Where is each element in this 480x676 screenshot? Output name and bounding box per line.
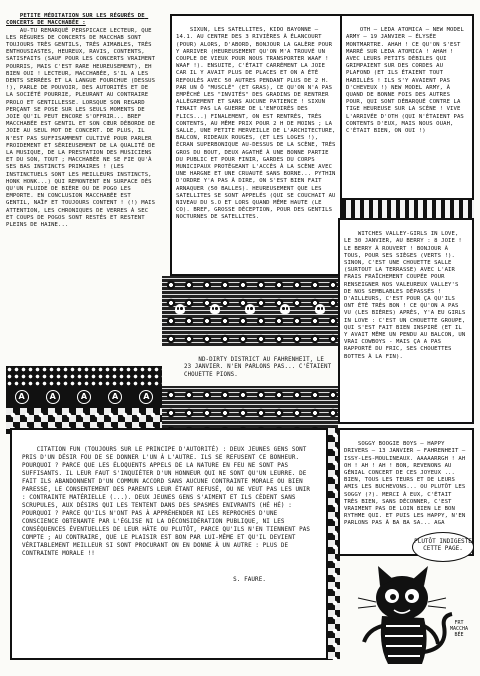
decorative-stripe-pattern (342, 200, 474, 218)
bubble-text: PLUTÔT INDIGESTE CETTE PAGE. (414, 538, 472, 552)
nd-dirty-district-caption (184, 350, 334, 384)
valley-girls-review (338, 218, 474, 424)
skull-icon (245, 304, 255, 314)
skull-icon (315, 304, 325, 314)
sixun-satellites-review (170, 14, 342, 276)
anarchy-symbol-strip (6, 386, 162, 408)
skull-icon (210, 304, 220, 314)
citation-fun-block (10, 428, 328, 660)
decorative-gear-pattern (162, 276, 338, 346)
valley-girls-text: WITCHES VALLEY-GIRLS IN LOVE, LE 30 JANVIER, AU BERRY : 8 JOIE ! LE BERRY À ROUVERT ! BONJOUR À TOUS, POUR SES SIÈGES (VERTS !). SINON, C'EST UNE CHOUETTE SALLE (SURTOUT LA TERRASSE) AVEC L'AIR FRAIS FRAÎCHEMENT COUPÉE POUR RENSEIGNER NOS VALEUREUX VALLEY'S DE NOS SEMBLABLES DÉPASSÉS ! D'AILLEURS, C'EST POUR ÇA QU'ILS ONT ÉTÉ TRÈS BON ! CE QU'ON A PAS VU (LES BIÈRES) APRÈS, Y'A EU GIRLS IN LOVE : C'EST UN CHOUETTE GROUPE, QUI S'EST FAIT BIEN INSPIRÉ (ET IL Y AVAIT MÊME UN PENDU AU BALCON, UN VRAI COWBOYS - MAIS ÇA A PAS RAPPORTÉ DU FRIC, SES CHOUETTES BOTTES À LA FIN). (344, 231, 469, 360)
cat-speech-bubble (412, 532, 474, 562)
sixun-review-text: SIXUN, LES SATELLITES, KIDO BAYONNE — 14.1. AU CENTRE DES 3 RIVIÈRES À ÉLANCOURT (POUR) ALORS, D'ABORD, BONJOUR LA GALÈRE POUR Y ARRIVER (HEUREUSEMENT QU'ON M'A TROUVÉ UN COUPLE DE VIEUX POUR NOUS TRANSPORTER WAAF ! WAAF !). ENSUITE, C'ÉTAIT CARRÉMENT LA JOIE CAR IL Y AVAIT PLUS DE PLACES ET ON A ÉTÉ REFOULÉS AVEC 50 AUTRES PENDANT PLUS DE 2 H. PAR UN Ô "MUSCLÉ" (ET GRAS), CE QU'ON N'A PAS EMPÊCHÉ LES "INVITÉS" DES GRADINS DE RENTRER ALLÈGREMENT ET SANS AUCUNE PATIENCE ! SIXUN TENAIT PAS LA GUERRE DE L'ENFOIRÉS DES FLICS...) FINALEMENT, ON EST RENTRÉS, TRÈS CONTENTS, AU MÊME PRIX POUR 2 H DE MOINS ; LA SALLE, UNE PETITE MERVEILLE DE L'ARCHITECTURE, BALCON, RIDEAUX ROUGES, (ET LES LOGES !), ÉCRAN SUPERBONIQUE AU-DESSUS DE LA SCÈNE, TRÈS GROS DU BOUT, DEUX AGATHÉ À UNE BONNE PARTIE DU PUBLIC ET POUR FINIR, GARDES DU CORPS MUNICIPAUX PROTÉGEANT L'ACCÈS À LA SCÈNE AVEC UNE HARGNE ET UNE CRUAUTÉ SANS BORNE... PYTHIN D'ORDRE Y'A PAS À DIRE, ON S'EST BIEN FAIT ARNAQUER (50 BALLES). HEUREUSEMENT QUE LES SATELLITES SE SONT APPELÉS (QUI SE COUCHAIT AU NIVEAU DU S.O ET LORS QUAND MÊME HAUTE (LE CO). BREF, GROSSE DÉCEPTION, POUR DES GENTILS NOCTURNES DE SATELLITES. (176, 27, 339, 221)
anarchy-icon: A (46, 390, 60, 404)
anarchy-icon: A (108, 390, 122, 404)
review-meditation-block (6, 6, 158, 366)
anarchy-icon: A (15, 390, 29, 404)
artist-signature (444, 620, 474, 660)
decorative-dot-pattern (6, 366, 162, 386)
skull-icon (175, 304, 185, 314)
meditation-title: PETITE MÉDITATION SUR LES RÉGURÉS DE CONCERTS DE MACCHABÉE : (6, 13, 149, 27)
citation-text: CITATION FUN (TOUJOURS SUR LE PRINCIPE D'AUTORITÉ) : DEUX JEUNES GENS SONT PRIS D'UN DÉSIR FOU DE SE DONNER L'UN À L'AUTRE. ILS SE REFUSENT CE BONHEUR. POURQUOI ? PARCE QUE LES ÉLOQUENTS APPELS DE LA NATURE EN FEU NE SONT PAS SUFFISANTS. IL LEUR FAUT S'INQUIÉTER D'UN HONNEUR QUI NE SONT QU'UN LEURRE. DE FAIT ILS ABANDONNENT D'UN COMMUN ACCORD SANS AUCUNE CONTRAINTE MORALE OU BIEN PARESSE, LE CONSENTEMENT DES PARENTS LEUR ÉTANT REFUSÉ, OU NE VEUT PAS LES UNIR : CONTRAINTE MATÉRIELLE (...). DEUX JEUNES GENS S'AIMENT ET ILS CÈDENT SANS SCRUPULES, AUX DÉSIRS QUI LES TENTENT DANS DES SPASMES ENIVRANTS (HÉ HÉ) : POURQUOI ? PARCE QU'ILS N'ONT PAS À APPRÉHENDER NI LES REPROCHES D'UNE CONSCIENCE OBTENANTE PAR L'ÉGLISE NI LA DÉCONSIDÉRATION PUBLIQUE, NI LES CONSÉQUENCES ÉVENTUELLES DE LEUR HÂTE OU PLUTÔT, PARCE QU'ILS N'EN TIENNENT PAS COMPTE ; AU CONTRAIRE, QUE LE PLAISIR EST BON PAR LUI-MÊME ET QU'IL DEVIENT VÉRITABLEMENT MEILLEUR SI SONT PROCURANT ON EN DONNE À UN AUTRE : PLUS DE CONTRAINTE MORALE !! (22, 447, 314, 557)
meditation-text: AU-TU REMARQUÉ PERSPICACE LECTEUR, QUE LES RÉGURES DE CONCERTS DE MACCHAB SONT TOUJOURS TRÈS GENTILS, TRÈS AIMABLES, TRÈS ENTHOUSIASTES, HEUREUX, RAVIS, CONTENTS, SATISFAITS (SAUF POUR LES CONCERTS VRAIMENT POURRIS, MAIS C'EST RARE HEUREUSEMENT), EH BIEN OUI ! LECTEUR, MACCHABÉE, S'IL A LES DENTS SERRÉES ET LA LANGUE FOURCHUE (DESSUS !), PARLE DE POUVOIR, DES AUTORITÉS ET DE LA SOCIÉTÉ POURRIE, PLEURANT AU CONTRAIRE PROLO ET GENTILLESSE. LORSQUE SON REGARD PERÇANT SE POSE SUR LES SEULS MOMENTS DE JOIE QU'IL PEUT ENCORE S'OFFRIR... BREF MACCHABÉE EST GENTIL ET SON CŒUR DÉBORDE DE JOIE AU SEUL MOT DE CONCERT. DE PLUS, IL N'EST PAS SUFFISAMMENT CULTIVÉ POUR PARLER FROIDEMENT ET SÉRIEUSEMENT DE LA QUALITÉ DE LA MUSIQUE, DE LA PRESTATION DES MUSICIENS ET DU SON, TOUT ; MACCHABÉE NE SE FIE QU'À SES BAS INSTINCTS PRIMAIRES ! (LES INSTINCTUELS SONT LES MEILLEURS INSTINCTS, HONK HONK...) QUI REMONTENT EN SURFACE DÈS QU'UN FLUIDE DE BIÈRE OU DE POGO LES EMPORTE. EN CONCLUSION MACCHABÉE EST GENTIL, NAÏF ET TOUJOURS CONTENT ! (!) MAIS ATTENTION, LES CHRONIQUES DE VERRES À SEC ET COUPS DE POGOS SONT RESTÉS ET RESTENT PLEINS DE HAINE... (6, 27, 159, 229)
soggy-review-text: SOGGY BOOGIE BOYS — HAPPY DRIVERS — 13 JANVIER — FAHRENHEIT — ISSY-LES-MOULINEAUX. AAAAARRGH ! AH OH ! AH ! AH ! BON, REVENONS AU GÉNIAL CONCERT DE CES JOYEUX ... BIEN, TOUS LES TEURS ET DE LEURS AMIS LES BUCHEVONS... OU PLUTÔT LES SOGGY (?). MERCI À EUX, C'ÉTAIT TRÈS BIEN, SANS DÉCONNER, C'EST VRAIMENT PAS DE LOIN BIEN LE BON RYTHME QUI. ET PUIS LES HAPPY, N'EN PARLONS PAS À BA BA SA... AGA (344, 441, 469, 527)
anarchy-icon: A (77, 390, 91, 404)
caption-text: ND-DIRTY DISTRICT AU FAHRENHEIT, LE 23 JANVIER. N'EN PARLONS PAS... C'ÉTAIENT CHOUETTE PIONS. (184, 357, 335, 378)
skull-icon (280, 304, 290, 314)
anarchy-icon: A (139, 390, 153, 404)
new-model-army-review (340, 14, 474, 200)
citation-signature: S. FAURE. (233, 577, 266, 583)
industrial-gear-pattern (162, 386, 338, 428)
artist-signature-text: FRT MACCHA BÉE (449, 620, 469, 638)
nma-review-text: OTH — LEDA ATOMICA — NEW MODEL ARMY — 19 JANVIER — ÉLYSÉE MONTMARTRE. AHAH ! CE QU'ON S'EST MARRÉ SUR LEDA ATOMICA ! AHAH ! AVEC LEURS PETITS DÉBILES QUI GRIMPAIENT SUR DES CORDES AU PLAFOND (ET ILS ÉTAIENT TOUT HABILLÉS ! ILS S'Y AVAIENT PAS D'CHEVEUX !) NEW MODEL ARMY, À QUAND DE BONNE FOIS DES AUTRES POUR, QUI SONT DÉBARQUÉ CONTRE LA TIGE HEUREUSE SUR LA SCÈNE ! VIVE L'ARRIVÉE D'OTH (QUI N'ÉTAIENT PAS CONTENTS D'EUX, MAIS NOUS OUAH, C'ÉTAIT BIEN, ON OUI !) (346, 27, 468, 135)
